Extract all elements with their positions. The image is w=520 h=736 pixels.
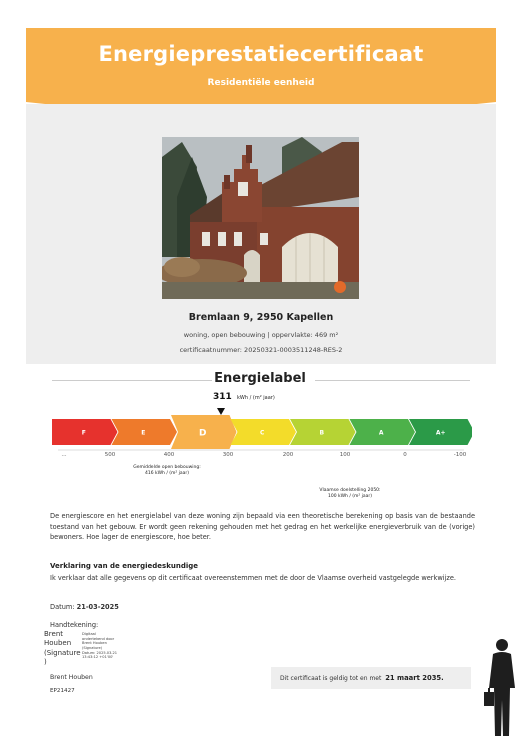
energy-class-label: B: [319, 429, 325, 437]
expert-name: Brent Houben: [50, 674, 93, 681]
validity-box: [271, 667, 471, 689]
target-note-label: Vlaamse doelstelling 2050:: [319, 488, 381, 493]
date-value: 21-03-2025: [76, 603, 119, 611]
energy-class-label: C: [260, 429, 265, 437]
energy-class-label: A+: [435, 429, 446, 437]
digital-signature-line: 13:43:12 +01'00': [82, 655, 114, 660]
signature-label: Handtekening:: [50, 621, 99, 629]
divider-right: [315, 380, 470, 381]
validity-text: Dit certificaat is geldig tot en met: [280, 675, 382, 682]
digital-signature-line: Digitaal: [82, 632, 96, 636]
scale-tick-label: 400: [163, 452, 175, 458]
document-title: Energieprestatiecertificaat: [98, 42, 424, 66]
signature-line: ): [44, 658, 47, 667]
digital-signature-line: Datum: 2025.03.21: [82, 650, 118, 655]
scale-tick-label: 100: [339, 452, 351, 458]
certificate-number: certificaatnummer: 20250321-0003511248-RES-2: [179, 346, 343, 354]
digital-signature-line: ondertekend door: [82, 636, 115, 641]
property-address: Bremlaan 9, 2950 Kapellen: [188, 312, 334, 323]
scale-tick-label: 300: [222, 452, 234, 458]
average-note-value: 416 kWh / (m² jaar): [144, 471, 190, 477]
expert-id: EP21427: [50, 688, 75, 694]
document-subtitle: Residentiële eenheid: [207, 78, 315, 88]
businessman-icon: [482, 636, 520, 736]
validity-date: 21 maart 2035.: [385, 674, 444, 682]
digital-signature-line: (Signature): [82, 646, 103, 651]
digital-signature: [82, 632, 130, 660]
signature-line: Brent: [44, 630, 64, 638]
property-details: woning, open bebouwing | oppervlakte: 469 m²: [183, 331, 339, 339]
explanation-text: De energiescore en het energielabel van deze woning zijn bepaald via een theoretische berekening op basis van de bestaande toestand van het gebouw. Er wordt geen rekening gehouden met het gedrag en het werkelijke energieverbruik van de (vorige) bewoners. Hoe lager de energiescore, hoe beter.: [50, 512, 475, 542]
energy-score-unit: kWh / (m² jaar): [237, 395, 275, 401]
digital-signature-line: Brent Houben: [82, 641, 107, 646]
energy-score: 311: [213, 392, 232, 402]
date-row: [50, 603, 119, 611]
signature-line: Houben: [44, 639, 72, 648]
declaration-title: Verklaring van de energiedeskundige: [50, 562, 199, 570]
energy-class-label: E: [141, 429, 146, 437]
scale-tick-label: 200: [282, 452, 294, 458]
scale-tick-label: -100: [453, 452, 467, 458]
scale-tick-label: 500: [104, 452, 116, 458]
target-note-value: 100 kWh / (m² jaar): [327, 494, 373, 500]
declaration-text: Ik verklaar dat alle gegevens op dit certificaat overeenstemmen met de door de Vlaamse overheid vastgelegde werkwijze.: [50, 574, 456, 582]
scale-tick-label: 0: [403, 452, 407, 458]
average-note-label: Gemiddelde open bebouwing:: [133, 465, 201, 470]
house-photo: [162, 137, 359, 299]
signature-line: (Signature: [44, 648, 81, 657]
energy-label-title: Energielabel: [214, 371, 306, 386]
target-note: [305, 488, 395, 500]
date-label: Datum:: [50, 603, 75, 611]
average-note: [122, 465, 212, 477]
energy-class-label: A: [378, 429, 384, 437]
energy-class-label: D: [199, 428, 207, 439]
energy-class-label: F: [81, 429, 86, 437]
scale-tick-label: ...: [61, 452, 67, 458]
score-marker-icon: [217, 408, 225, 415]
